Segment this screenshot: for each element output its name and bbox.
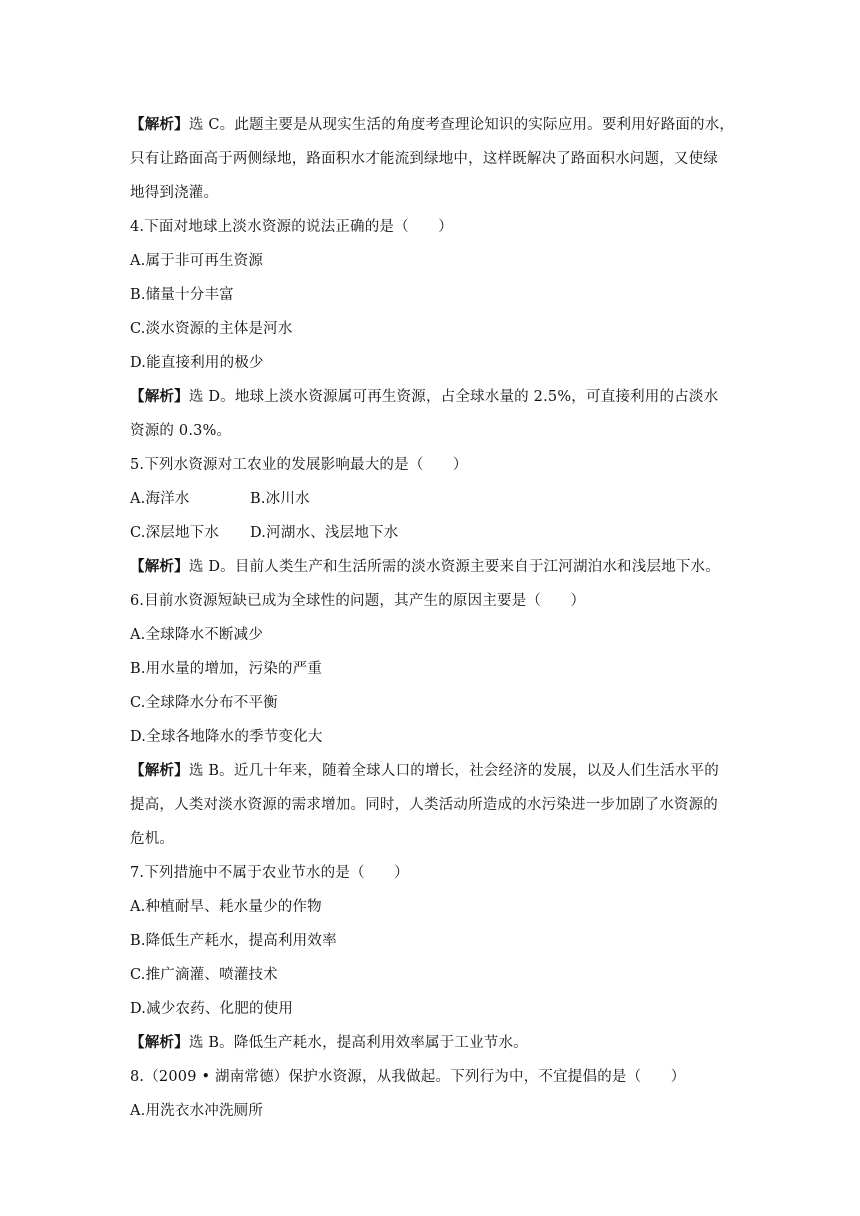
analysis-q3: [130, 108, 735, 210]
analysis-tag: 【解析】: [130, 558, 189, 575]
analysis-line: 【解析】选 B。降低生产耗水，提高利用效率属于工业节水。: [130, 1034, 528, 1051]
analysis-q7: [130, 1026, 732, 1060]
option-4c: C.淡水资源的主体是河水: [130, 321, 293, 337]
option-6b: B.用水量的增加，污染的严重: [130, 661, 323, 677]
option-6a: A.全球降水不断减少: [130, 627, 264, 643]
analysis-line: 提高，人类对淡水资源的需求增加。同时，人类活动所造成的水污染进一步加剧了水资源的: [130, 797, 718, 813]
analysis-tag: 【解析】: [130, 762, 189, 779]
analysis-line: 【解析】选 C。此题主要是从现实生活的角度考查理论知识的实际应用。要利用好路面的水，: [130, 116, 735, 133]
analysis-q4: [130, 380, 732, 448]
option-5c: C.深层地下水: [130, 525, 220, 541]
option-7b: B.降低生产耗水，提高利用效率: [130, 933, 337, 949]
option-4a: A.属于非可再生资源: [130, 253, 264, 269]
analysis-q5: [130, 550, 732, 584]
question-4: 4.下面对地球上淡水资源的说法正确的是（ ）: [130, 219, 453, 235]
analysis-line: 【解析】选 B。近几十年来，随着全球人口的增长，社会经济的发展，以及人们生活水平的: [130, 762, 719, 779]
option-4b: B.储量十分丰富: [130, 287, 234, 303]
option-5a: A.海洋水: [130, 491, 190, 507]
analysis-line: 地得到浇灌。: [130, 185, 219, 201]
option-8a: A.用洗衣水冲洗厕所: [130, 1103, 264, 1119]
option-5b: B.冰川水: [250, 491, 310, 507]
analysis-tag: 【解析】: [130, 116, 189, 133]
option-5d: D.河湖水、浅层地下水: [250, 525, 399, 541]
document-content: [130, 108, 735, 1128]
option-7c: C.推广滴灌、喷灌技术: [130, 967, 278, 983]
option-6d: D.全球各地降水的季节变化大: [130, 729, 323, 745]
question-5: 5.下列水资源对工农业的发展影响最大的是（ ）: [130, 457, 468, 473]
analysis-tag: 【解析】: [130, 388, 189, 405]
option-row-5cd: [130, 516, 732, 550]
analysis-tag: 【解析】: [130, 1034, 189, 1051]
option-row-5ab: [130, 482, 732, 516]
analysis-line: 资源的 0.3%。: [130, 423, 232, 439]
option-7d: D.减少农药、化肥的使用: [130, 1001, 294, 1017]
analysis-line: 【解析】选 D。目前人类生产和生活所需的淡水资源主要来自于江河湖泊水和浅层地下水。: [130, 558, 720, 575]
option-4d: D.能直接利用的极少: [130, 355, 264, 371]
question-8: 8.（2009 • 湖南常德）保护水资源，从我做起。下列行为中，不宜提倡的是（ ）: [130, 1069, 686, 1085]
analysis-q6: [130, 754, 732, 856]
question-7: 7.下列措施中不属于农业节水的是（ ）: [130, 865, 409, 881]
question-6: 6.目前水资源短缺已成为全球性的问题，其产生的原因主要是（ ）: [130, 593, 586, 609]
option-6c: C.全球降水分布不平衡: [130, 695, 278, 711]
analysis-line: 【解析】选 D。地球上淡水资源属可再生资源，占全球水量的 2.5%，可直接利用的占淡水: [130, 388, 719, 405]
option-7a: A.种植耐旱、耗水量少的作物: [130, 899, 322, 915]
analysis-line: 只有让路面高于两侧绿地，路面积水才能流到绿地中，这样既解决了路面积水问题，又使绿: [130, 151, 718, 167]
analysis-line: 危机。: [130, 831, 175, 847]
